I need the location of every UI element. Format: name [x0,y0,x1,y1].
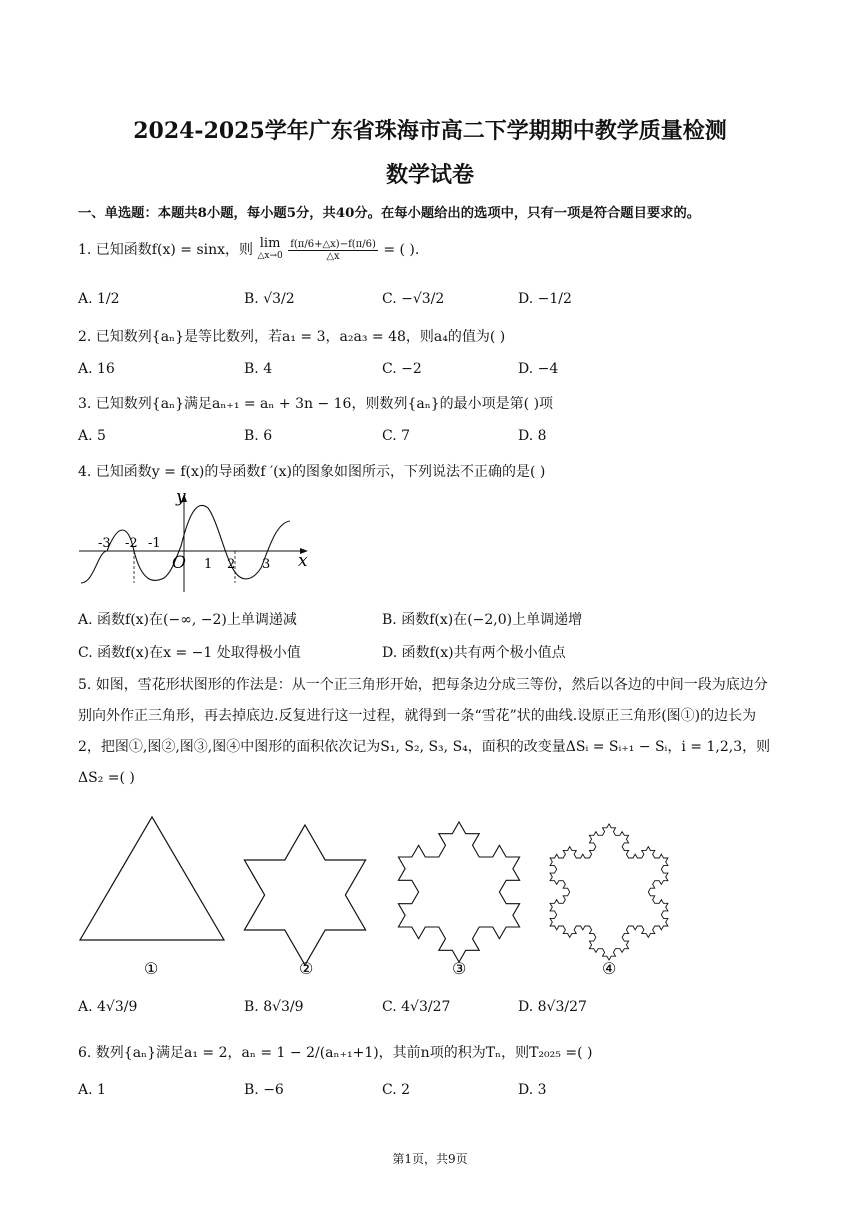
q5-option-c: C. 4√3/27 [382,999,451,1015]
lim-sub: △x→0 [257,251,283,261]
question-5: 5. 如图，雪花形状图形的作法是：从一个正三角形开始，把每条边分成三等份，然后以各边的中间一段为底边分别向外作正三角形，再去掉底边.反复进行这一过程，就得到一条“雪花”状的曲线.设原正三角形(图①)的边长为2，把图①,图②,图③,图④中图形的面积依次记为S₁, S₂, S₃, S₄，面积的改变量ΔSᵢ = Sᵢ₊₁ − Sᵢ，i = 1,2,3，则ΔS₂ =( ) [78,677,771,786]
q4-option-b: B. 函数f(x)在(−2,0)上单调递增 [382,612,583,628]
q4-option-d: D. 函数f(x)共有两个极小值点 [382,645,566,661]
snowflake-figure-3 [398,822,519,962]
figure-label-1: ① [144,959,159,978]
q3-option-d: D. 8 [518,428,547,444]
q2-option-d: D. −4 [518,361,559,377]
q3-option-b: B. 6 [244,428,273,444]
question-1 [78,238,419,262]
page-footer: 第1页，共9页 [392,1152,468,1166]
q4-option-a: A. 函数f(x)在(−∞, −2)上单调递减 [78,612,297,628]
y-axis-label: y [176,488,186,507]
q2-option-b: B. 4 [244,361,273,377]
question-2: 2. 已知数列{aₙ}是等比数列，若a₁ = 3，a₂a₃ = 48，则a₄的值为( ) [78,329,506,345]
q6-option-c: C. 2 [382,1082,411,1098]
limit-fraction [288,239,378,262]
question-6: 6. 数列{aₙ}满足a₁ = 2，aₙ = 1 − 2/(aₙ₊₁+1)，其前n项的积为Tₙ，则T₂₀₂₅ =( ) [78,1045,593,1061]
figure-label-2: ② [299,959,314,978]
limit-denominator: △x [326,250,340,262]
q6-option-d: D. 3 [518,1082,547,1098]
q4-option-c: C. 函数f(x)在x = −1 处取得极小值 [78,645,301,661]
tick-2: 2 [227,557,236,572]
tick-1: 1 [204,557,213,572]
q1-option-c: C. −√3/2 [382,291,445,307]
triangle-figure-1 [80,817,224,940]
q1-option-d: D. −1/2 [518,291,572,307]
snowflake-figures [74,800,684,980]
origin-label: O [172,553,186,573]
tick-neg1: -1 [148,536,161,551]
question-4: 4. 已知函数y = f(x)的导函数f ′(x)的图象如图所示，下列说法不正确的是( ) [78,464,546,480]
star-figure-2 [244,825,365,965]
derivative-graph [76,488,316,598]
q5-option-a: A. 4√3/9 [78,999,138,1015]
q1-stem-b: = ( ). [383,242,420,258]
q6-option-a: A. 1 [78,1082,106,1098]
q3-option-c: C. 7 [382,428,411,444]
q2-option-c: C. −2 [382,361,422,377]
q1-option-b: B. √3/2 [244,291,295,307]
q3-option-a: A. 5 [78,428,106,444]
q5-option-b: B. 8√3/9 [244,999,304,1015]
snowflake-figure-4 [550,824,668,960]
limit-expression [257,238,282,262]
figure-label-4: ④ [602,959,617,978]
figure-label-3: ③ [452,959,467,978]
q2-option-a: A. 16 [78,361,115,377]
exam-subtitle: 数学试卷 [385,162,474,188]
lim-word: lim [259,236,281,251]
exam-title: 2024-2025学年广东省珠海市高二下学期期中教学质量检测 [133,118,727,144]
question-3: 3. 已知数列{aₙ}满足aₙ₊₁ = aₙ + 3n − 16，则数列{aₙ}的最小项是第( )项 [78,396,554,412]
q1-stem-a: 1. 已知函数f(x) = sinx，则 [78,242,254,258]
tick-neg3: -3 [98,536,111,551]
tick-neg2: -2 [125,536,138,551]
q5-option-d: D. 8√3/27 [518,999,587,1015]
tick-3: 3 [262,557,271,572]
limit-numerator: f(π/6+△x)−f(π/6) [290,238,376,250]
x-axis-label: x [298,551,308,571]
q6-option-b: B. −6 [244,1082,284,1098]
q1-option-a: A. 1/2 [78,291,120,307]
section-heading: 一、单选题：本题共8小题，每小题5分，共40分。在每小题给出的选项中，只有一项是符合题目要求的。 [78,206,701,221]
